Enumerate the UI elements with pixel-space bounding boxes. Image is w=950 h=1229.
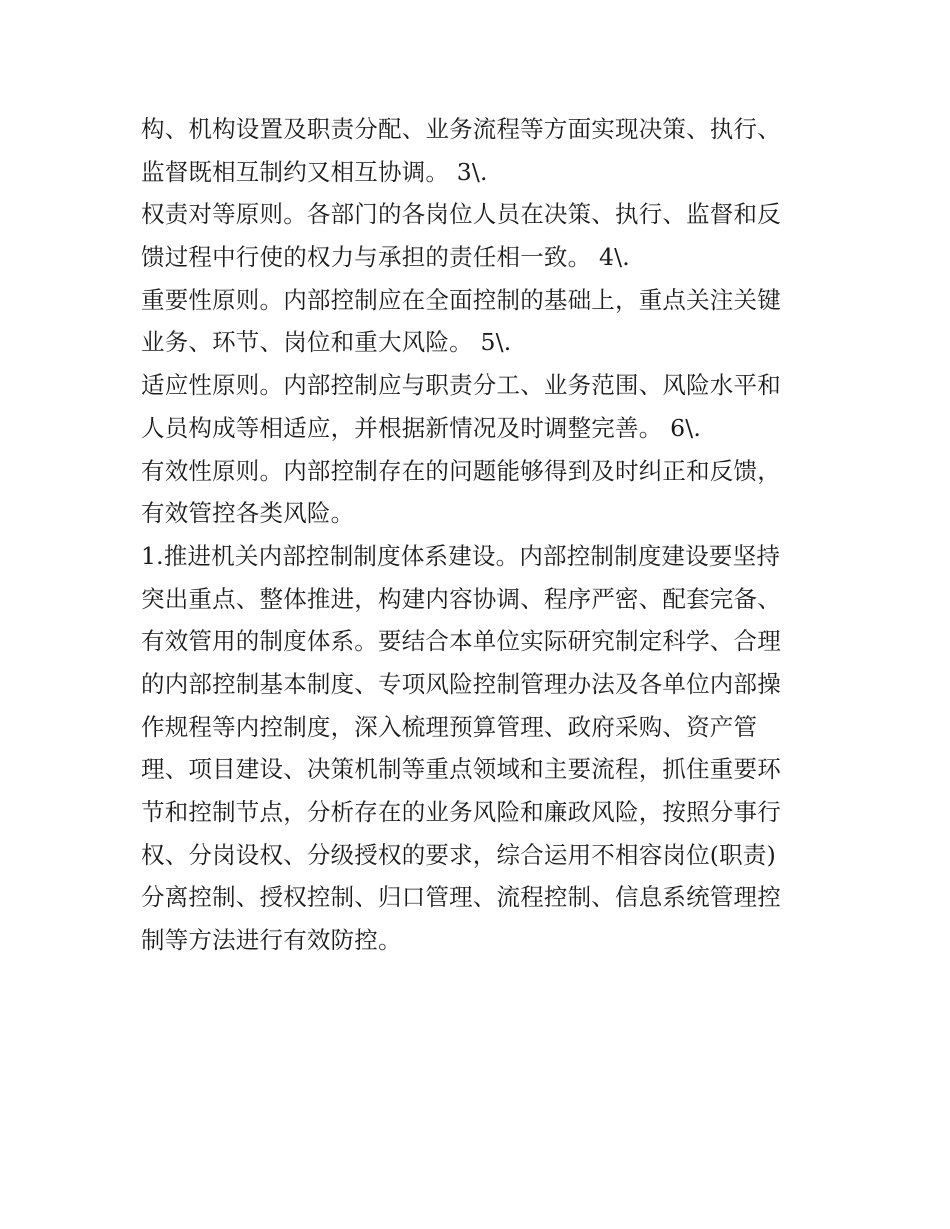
text-line: 的内部控制基本制度、专项风险控制管理办法及各单位内部操 — [141, 669, 781, 698]
text-line: 适应性原则。内部控制应与职责分工、业务范围、风险水平和 — [141, 371, 781, 400]
text-line: 理、项目建设、决策机制等重点领域和主要流程，抓住重要环 — [141, 755, 781, 784]
text-line: 突出重点、整体推进，构建内容协调、程序严密、配套完备、 — [141, 584, 781, 613]
text-line: 制等方法进行有效防控。 — [141, 926, 402, 955]
text-line: 作规程等内控制度，深入梳理预算管理、政府采购、资产管 — [141, 712, 758, 741]
text-line: 权、分岗设权、分级授权的要求，综合运用不相容岗位(职责) — [141, 840, 776, 869]
text-line: 业务、环节、岗位和重大风险。 5\. — [141, 328, 512, 357]
text-line: 1.推进机关内部控制制度体系建设。内部控制制度建设要坚持 — [141, 541, 781, 570]
text-line: 馈过程中行使的权力与承担的责任相一致。 4\. — [141, 243, 630, 272]
text-line: 权责对等原则。各部门的各岗位人员在决策、执行、监督和反 — [141, 200, 781, 229]
text-line: 重要性原则。内部控制应在全面控制的基础上，重点关注关键 — [141, 285, 781, 314]
text-line: 分离控制、授权控制、归口管理、流程控制、信息系统管理控 — [141, 883, 781, 912]
text-line: 有效管用的制度体系。要结合本单位实际研究制定科学、合理 — [141, 627, 781, 656]
text-line: 节和控制节点，分析存在的业务风险和廉政风险，按照分事行 — [141, 798, 781, 826]
text-line: 有效性原则。内部控制存在的问题能够得到及时纠正和反馈， — [141, 456, 781, 485]
text-line: 构、机构设置及职责分配、业务流程等方面实现决策、执行、 — [141, 115, 781, 143]
text-line: 监督既相互制约又相互协调。 3\. — [141, 157, 488, 186]
document-body — [141, 108, 831, 962]
text-line: 人员构成等相适应，并根据新情况及时调整完善。 6\. — [141, 413, 702, 442]
text-line: 有效管控各类风险。 — [141, 499, 355, 528]
